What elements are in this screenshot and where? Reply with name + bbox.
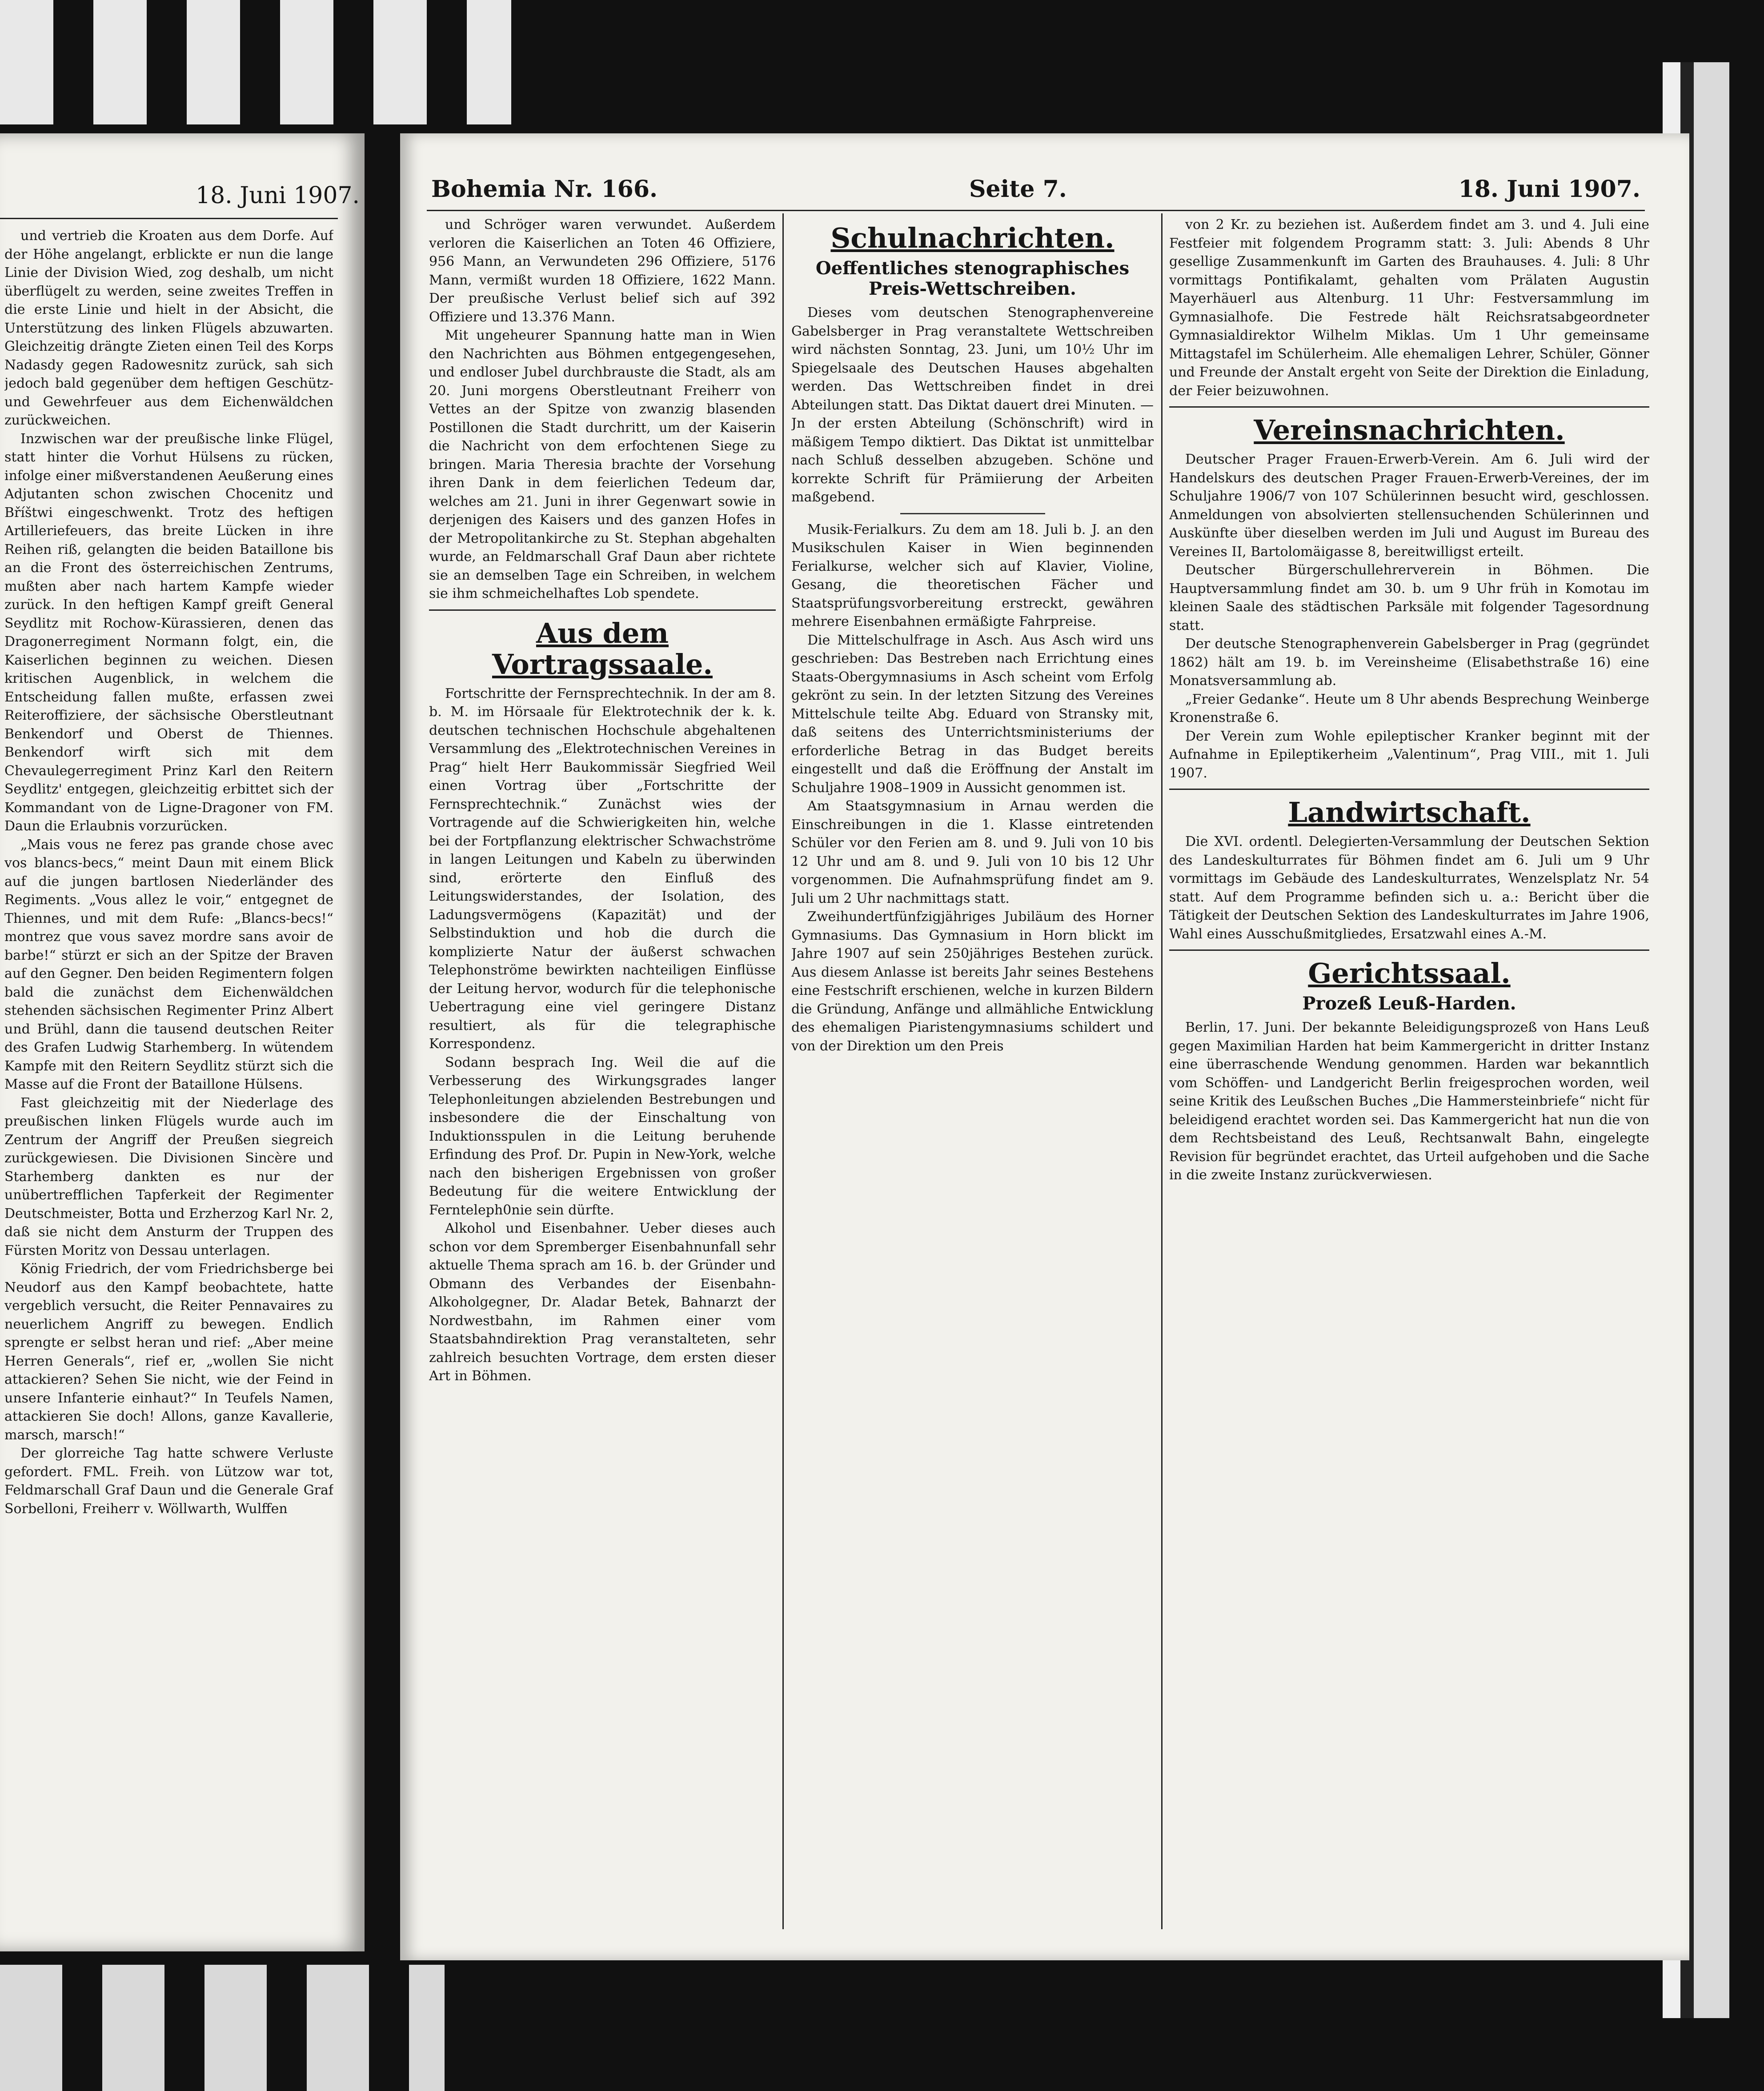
paragraph: Deutscher Bürgerschullehrerverein in Böhmen. Die Hauptversammlung findet am 30. b. um 9 Uhr früh in Komotau im kleinen Saale des städtischen Parksäle mit folgender Tagesordnung statt.	[1169, 562, 1649, 633]
section-rule	[1169, 789, 1649, 790]
paragraph: Fast gleichzeitig mit der Niederlage des preußischen linken Flügels wurde auch im Zentrum der Angriff der Preußen siegreich zurückgewiesen. Die Divisionen Sincère und Starhemberg dankten es nur der unübertrefflichen Tapferkeit der Regimenter Deutschmeister, Botta und Erzherzog Karl Nr. 2, daß sie nicht dem Ansturm der Truppen des Fürsten Moritz von Dessau unterlagen.	[4, 1095, 333, 1258]
paragraph: Deutscher Prager Frauen-Erwerb-Verein. Am 6. Juli wird der Handelskurs des deutschen Prager Frauen-Erwerb-Vereines, der im Schuljahre 1906/7 von 107 Schülerinnen besucht wird, geschlossen. Anmeldungen von absolvierten stellensuchenden Schülerinnen und Auskünfte über dieselben werden im Juli und August im Bureau des Vereines II, Bartolomäigasse 8, bereitwilligst erteilt.	[1169, 452, 1649, 560]
page-number: Seite 7.	[969, 176, 1067, 203]
column-2	[791, 216, 1154, 1927]
section-heading: Vereinsnachrichten.	[1254, 414, 1565, 446]
left-header-rule	[0, 218, 338, 219]
scan-border-top	[0, 0, 511, 124]
paragraph: König Friedrich, der vom Friedrichsberge bei Neudorf aus den Kampf beobachtete, hatte vergeblich versucht, die Reiter Pennavaires zu neuerlichem Angriff zu bewegen. Endlich sprengte er selbst heran und rief: „Aber meine Herren Generals“, rief er, „wollen Sie nicht attackieren? Sehen Sie nicht, wie der Feind in unsere Infanterie einhaut?“ In Teufels Namen, attackieren Sie doch! Allons, ganze Kavallerie, marsch, marsch!“	[4, 1261, 333, 1443]
paragraph: Dieses vom deutschen Stenographenvereine Gabelsberger in Prag veranstaltete Wettschreiben wird nächsten Sonntag, 23. Juni, um 10½ Uhr im Spiegelsaale des Deutschen Hauses abgehalten werden. Das Wettschreiben findet in drei Abteilungen statt. Das Diktat dauert drei Minuten. — Jn der ersten Abteilung (Schönschrift) wird in mäßigem Tempo diktiert. Das Diktat ist unmittelbar nach Schluß desselben abzugeben. Schöne und korrekte Schrift für Prämiierung der Arbeiten maßgebend.	[791, 305, 1154, 505]
paragraph: „Mais vous ne ferez pas grande chose avec vos blancs-becs,“ meint Daun mit einem Blick auf die jungen bartlosen Niederländer des Regiments. „Vous allez le voir,“ entgegnet de Thiennes, und mit dem Rufe: „Blancs-becs!“ montrez que vous savez mordre sans avoir de barbe!“ stürzt er sich an der Spitze der Braven auf den Gegner. Den beiden Regimentern folgen bald die zunächst dem Eichenwäldchen stehenden sächsischen Regimenter Prinz Albert und Brühl, dann die tausend deutschen Reiter des Grafen Ludwig Starhemberg. In wütendem Kampfe mit den Reitern Seydlitz stürzt sich die Masse auf die Front der Bataillone Hülsens.	[4, 837, 333, 1092]
paragraph: Sodann besprach Ing. Weil die auf die Verbesserung des Wirkungsgrades langer Telephonleitungen abzielenden Bestrebungen und insbesondere die der Einschaltung von Induktionsspulen in die Leitung beruhende Erfindung des Prof. Dr. Pupin in New-York, welche nach den bisherigen Ergebnissen von großer Bedeutung für die weitere Entwicklung der Fernteleph0nie sein dürfte.	[429, 1054, 776, 1218]
section-heading: Landwirtschaft.	[1288, 796, 1531, 829]
paragraph: Inzwischen war der preußische linke Flügel, statt hinter die Vorhut Hülsens zu rücken, infolge einer mißverstandenen Aeußerung eines Adjutanten schon zwischen Chocenitz und Bříštwi eingeschwenkt. Trotz des heftigen Artilleriefeuers, das breite Lücken in ihre Reihen riß, gelangten die beiden Bataillone bis an die Front des österreichischen Zentrums, mußten aber nach hartem Kampfe wieder zurück. In den heftigen Kampf greift General Seydlitz mit Rochow-Kürassieren, denen das Dragonerregiment Normann folgt, ein, die Kaiserlichen beginnen zu weichen. Diesen kritischen Augenblick, in welchem die Entscheidung fallen mußte, erfassen zwei Reiteroffiziere, der sächsische Oberstleutnant Benkendorf und Oberst de Thiennes. Benkendorf wirft sich mit dem Chevaulegerregiment Prinz Karl den Reitern Seydlitz' entgegen, gleichzeitig erbittet sich der Kommandant von de Ligne-Dragoner von FM. Daun die Erlaubnis vorzurücken.	[4, 431, 333, 834]
paragraph: Der Verein zum Wohle epileptischer Kranker beginnt mit der Aufnahme in Epileptikerheim „Valentinum“, Prag VIII., mit 1. Juli 1907.	[1169, 728, 1649, 781]
paragraph: Zweihundertfünfzigjähriges Jubiläum des Horner Gymnasiums. Das Gymnasium in Horn blickt im Jahre 1907 auf sein 250jähriges Bestehen zurück. Aus diesem Anlasse ist bereits Jahr seines Bestehens eine Festschrift erschienen, welche in kurzen Bildern die Gründung, Anfänge und allmähliche Entwicklung des ehemaligen Piaristengymnasiums schildert und von der Direktion um den Preis	[791, 909, 1154, 1054]
paragraph: Der glorreiche Tag hatte schwere Verluste gefordert. FML. Freih. von Lützow war tot, Feldmarschall Graf Daun und die Generale Graf Sorbelloni, Freiherr v. Wöllwarth, Wulffen	[4, 1446, 333, 1517]
divider	[900, 513, 1045, 514]
article-heading: Oeffentliches stenographisches Preis-Wettschreiben.	[815, 258, 1130, 299]
column-3	[1169, 216, 1649, 1927]
section-rule	[1169, 949, 1649, 951]
paragraph: „Freier Gedanke“. Heute um 8 Uhr abends Besprechung Weinberge Kronenstraße 6.	[1169, 691, 1649, 725]
paragraph: Der deutsche Stenographenverein Gabelsberger in Prag (gegründet 1862) hält am 19. b. im Vereinsheime (Elisabethstraße 16) eine Monatsversammlung ab.	[1169, 636, 1649, 689]
left-page-date: 18. Juni 1907.	[196, 182, 360, 209]
page-date: 18. Juni 1907.	[1458, 176, 1640, 203]
newspaper-issue: Bohemia Nr. 166.	[431, 176, 658, 203]
article-heading: Prozeß Leuß-Harden.	[1302, 993, 1516, 1014]
left-page-column	[4, 227, 333, 1943]
section-heading: Gerichtssaal.	[1308, 957, 1511, 989]
header-rule	[427, 210, 1645, 211]
paragraph: Am Staatsgymnasium in Arnau werden die Einschreibungen in die 1. Klasse eintretenden Schüler vor den Ferien am 8. und 9. Juli von 10 bis 12 Uhr und am 8. und 9. Juli von 10 bis 12 Uhr vorgenommen. Die Aufnahmsprüfung findet am 9. Juli um 2 Uhr nachmittags statt.	[791, 798, 1154, 906]
paragraph: Fortschritte der Fernsprechtechnik. In der am 8. b. M. im Hörsaale für Elektrotechnik der k. k. deutschen technischen Hochschule abgehaltenen Versammlung des „Elektrotechnischen Vereines in Prag“ hielt Herr Baukommissär Siegfried Weil einen Vortrag über „Fortschritte der Fernsprechtechnik.“ Zunächst wies der Vortragende auf die Schwierigkeiten hin, welche bei der Fortpflanzung elektrischer Schwachströme in langen Leitungen und Kabeln zu überwinden sind, erörterte den Einfluß des Leitungswiderstandes, der Isolation, des Ladungsvermögens (Kapazität) und der Selbstinduktion und hob die durch die komplizierte Natur der äußerst schwachen Telephonströme bewirkten nachteiligen Einflüsse der Leitung hervor, wodurch für die telephonische Uebertragung eine viel geringere Distanz resultiert, als für die telegraphische Korrespondenz.	[429, 685, 776, 1052]
column-rule	[782, 213, 784, 1929]
column-rule	[1161, 213, 1163, 1929]
right-page	[400, 133, 1689, 1960]
paragraph: und Schröger waren verwundet. Außerdem verloren die Kaiserlichen an Toten 46 Offiziere, 956 Mann, an Verwundeten 296 Offiziere, 5176 Mann, vermißt wurden 18 Offiziere, 1622 Mann. Der preußische Verlust belief sich auf 392 Offiziere und 13.376 Mann.	[429, 217, 776, 325]
paragraph: von 2 Kr. zu beziehen ist. Außerdem findet am 3. und 4. Juli eine Festfeier mit folgendem Programm statt: 3. Juli: Abends 8 Uhr gesellige Zusammenkunft im Garten des Brauhauses. 4. Juli: 8 Uhr vormittags Pontifikalamt, gehalten vom Prälaten Augustin Mayerhäuerl aus Altenburg. 11 Uhr: Festversammlung im Gymnasialhofe. Die Festrede hält Reichsratsabgeordneter Gymnasialdirektor Wilhelm Miklas. Um 1 Uhr gemeinsame Mittagstafel im Schülerheim. Alle ehemaligen Lehrer, Schüler, Gönner und Freunde der Anstalt ergeht von Seite der Direktion die Einladung, der Feier beizuwohnen.	[1169, 217, 1649, 399]
paragraph: Mit ungeheurer Spannung hatte man in Wien den Nachrichten aus Böhmen entgegengesehen, und endloser Jubel durchbrauste die Stadt, als am 20. Juni morgens Oberstleutnant Freiherr von Vettes an der Spitze von zwanzig blasenden Postillonen die Stadt durchritt, um der Kaiserin die Nachricht von dem erfochtenen Siege zu bringen. Maria Theresia brachte der Vorsehung ihren Dank in dem feierlichen Tedeum dar, welches am 21. Juni in ihrer Gegenwart sowie in derjenigen des Kaisers und des ganzen Hofes in der Metropolitankirche zu St. Stephan abgehalten wurde, an Feldmarschall Graf Daun aber richtete sie an demselben Tage ein Schreiben, in welchem sie ihm schmeichelhaftes Lob spendete.	[429, 328, 776, 601]
paragraph: Die XVI. ordentl. Delegierten-Versammlung der Deutschen Sektion des Landeskulturrates für Böhmen findet am 6. Juli um 9 Uhr vormittags im Gebäude des Landeskulturrates, Wenzelsplatz Nr. 54 statt. Auf dem Programme befinden sich u. a.: Bericht über die Tätigkeit der Deutschen Sektion des Landeskulturrates im Jahre 1906, Wahl eines Ausschußmitgliedes, Ersatzwahl eines A.-M.	[1169, 834, 1649, 942]
section-rule	[1169, 406, 1649, 408]
page-header	[431, 176, 1640, 207]
section-heading: Aus dem Vortragssaale.	[492, 617, 713, 681]
paragraph: Alkohol und Eisenbahner. Ueber dieses auch schon vor dem Spremberger Eisenbahnunfall sehr aktuelle Thema sprach am 16. b. der Gründer und Obmann des Verbandes der Eisenbahn-Alkoholgegner, Dr. Aladar Betek, Bahnarzt der Nordwestbahn, im Rahmen einer vom Staatsbahndirektion Prag veranstalteten, sehr zahlreich besuchten Vortrage, dem ersten dieser Art in Böhmen.	[429, 1221, 776, 1384]
section-rule	[429, 609, 776, 611]
left-page	[0, 133, 365, 1951]
paragraph: Berlin, 17. Juni. Der bekannte Beleidigungsprozeß von Hans Leuß gegen Maximilian Harden hat beim Kammergericht in dritter Instanz eine überraschende Wendung genommen. Harden war bekanntlich vom Schöffen- und Landgericht Berlin freigesprochen worden, weil seine Kritik des Leußschen Buches „Die Hammersteinbriefe“ nicht für beleidigend erachtet worden sei. Das Kammergericht hat nun die von dem Rechtsbeistand des Leuß, Rechtsanwalt Bahn, eingelegte Revision für begründet erachtet, das Urteil aufgehoben und die Sache in die zweite Instanz zurückverwiesen.	[1169, 1020, 1649, 1183]
section-heading: Schulnachrichten.	[830, 222, 1115, 254]
paragraph: Die Mittelschulfrage in Asch. Aus Asch wird uns geschrieben: Das Bestreben nach Errichtung eines Staats-Obergymnasiums in Asch scheint vom Erfolg gekrönt zu sein. In der letzten Sitzung des Vereines Mittelschule teilte Abg. Eduard von Stransky mit, daß seitens des Unterrichtsministeriums der erforderliche Betrag in das Budget bereits eingestellt und daß die Eröffnung der Anstalt im Schuljahre 1908–1909 in Aussicht genommen ist.	[791, 632, 1154, 796]
column-1	[429, 216, 776, 1927]
paragraph: Musik-Ferialkurs. Zu dem am 18. Juli b. J. an den Musikschulen Kaiser in Wien beginnenden Ferialkurse, welcher sich auf Klavier, Violine, Gesang, die theoretischen Fächer und Staatsprüfungsvorbereitung erstreckt, gewähren mehrere Eisenbahnen ermäßigte Fahrpreise.	[791, 521, 1154, 629]
paragraph: und vertrieb die Kroaten aus dem Dorfe. Auf der Höhe angelangt, erblickte er nun die lange Linie der Division Wied, zog deshalb, um nicht überflügelt zu werden, seine zweites Treffen in die erste Linie und hielt in der Absicht, die Unterstützung des linken Flügels abzuwarten. Gleichzeitig drängte Zieten einen Teil des Korps Nadasdy gegen Radowesnitz zurück, sah sich jedoch bald gegenüber dem heftigen Geschütz- und Gewehrfeuer aus dem Eichenwäldchen zurückweichen.	[4, 228, 333, 428]
scan-border-bottom	[0, 1965, 445, 2091]
